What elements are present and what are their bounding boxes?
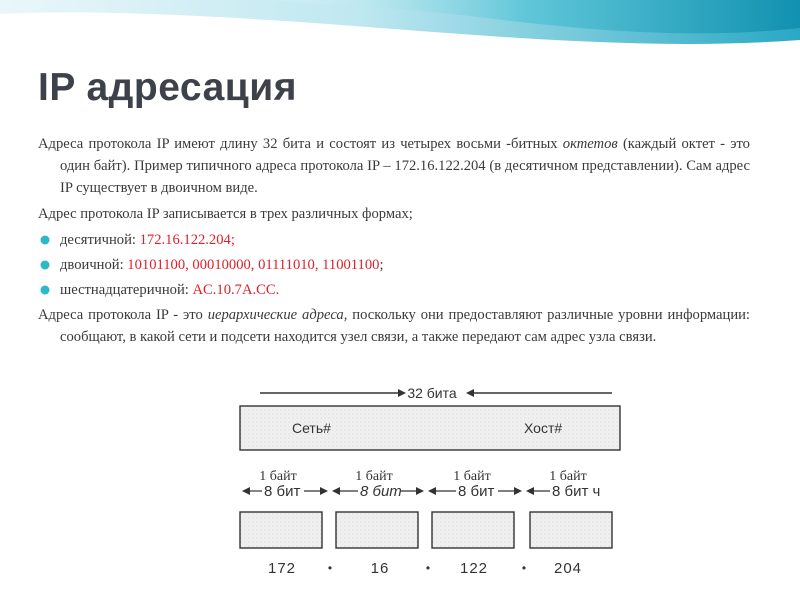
paragraph-emphasis: иерархические адреса, [207, 307, 348, 323]
octet-value-2: 16 [370, 560, 390, 577]
paragraph-forms: Адрес протокола IP записывается в трех различных формах; [38, 206, 413, 222]
byte-label-3: 1 байт [453, 469, 491, 484]
octet-separator-3: • [521, 561, 527, 575]
host-label: Хост# [524, 420, 563, 436]
byte-label-2: 1 байт [355, 469, 393, 484]
network-label: Сеть# [292, 420, 331, 436]
octet-value-4: 204 [553, 560, 583, 577]
page-title: IP адресация [38, 66, 297, 109]
bullet-icon [38, 258, 52, 272]
total-arrowhead-left [398, 389, 406, 397]
total-bits-label: 32 бита [407, 385, 457, 401]
bullet-value: AC.10.7A.CC. [192, 282, 280, 298]
bullet-suffix: ; [379, 257, 384, 273]
octet-separator-1: • [327, 561, 333, 575]
bit-group-2 [332, 483, 424, 500]
paragraph-emphasis: октетов [562, 136, 618, 152]
octet-box-2 [336, 512, 418, 548]
paragraph-text-rest: поскольку они предоставляют различные уровни информации: сообщают, в какой сети и подсети находится узел связи, а также передают сам адрес узла связи. [60, 307, 750, 345]
octet-box-1 [240, 512, 322, 548]
bullet-icon [38, 283, 52, 297]
octet-box-3 [432, 512, 514, 548]
bullet-label: десятичной: [60, 232, 140, 248]
octet-value-3: 122 [459, 560, 489, 577]
bit-arrow-3b [514, 487, 522, 495]
bullet-value: 172.16.122.204; [139, 232, 235, 248]
bit-label-4: 8 бит ч [552, 483, 601, 500]
paragraph-text-rest: (каждый октет - это один байт). Пример типичного адреса протокола IP – 172.16.122.204 (в десятичном представлении). Сам адрес IP существует в двоичном виде. [60, 136, 750, 196]
bullet-label: двоичной: [60, 257, 128, 273]
bullet-hex [38, 279, 750, 301]
byte-label-1: 1 байт [259, 469, 297, 484]
bit-label-3: 8 бит [458, 483, 495, 500]
octet-box-4 [530, 512, 612, 548]
bullet-decimal [38, 229, 750, 251]
header-wave-decoration [0, 0, 800, 70]
ip-structure-diagram [232, 377, 632, 577]
bullet-label: шестнадцатеричной: [60, 282, 193, 298]
octet-value-1: 172 [267, 560, 297, 577]
bit-group-4 [526, 483, 600, 500]
bullet-value: 10101100, 00010000, 01111010, 11001100 [127, 257, 380, 273]
bit-arrow-1b [320, 487, 328, 495]
byte-label-4: 1 байт [549, 469, 587, 484]
octet-separator-2: • [425, 561, 431, 575]
total-arrowhead-right [466, 389, 474, 397]
bullet-icon [38, 233, 52, 247]
bullet-binary [38, 254, 750, 276]
bit-label-2: 8 бит [360, 483, 402, 500]
body-text [38, 133, 750, 352]
bit-group-3 [428, 483, 522, 500]
paragraph-text: Адреса протокола IP имеют длину 32 бита и состоят из четырех восьми -битных [38, 136, 563, 152]
bit-label-1: 8 бит [264, 483, 301, 500]
paragraph-address-length [38, 133, 750, 199]
paragraph-text: Адреса протокола IP - это [38, 307, 208, 323]
bit-group-1 [242, 483, 328, 500]
bit-arrow-2b [416, 487, 424, 495]
paragraph-hierarchical [38, 304, 750, 348]
